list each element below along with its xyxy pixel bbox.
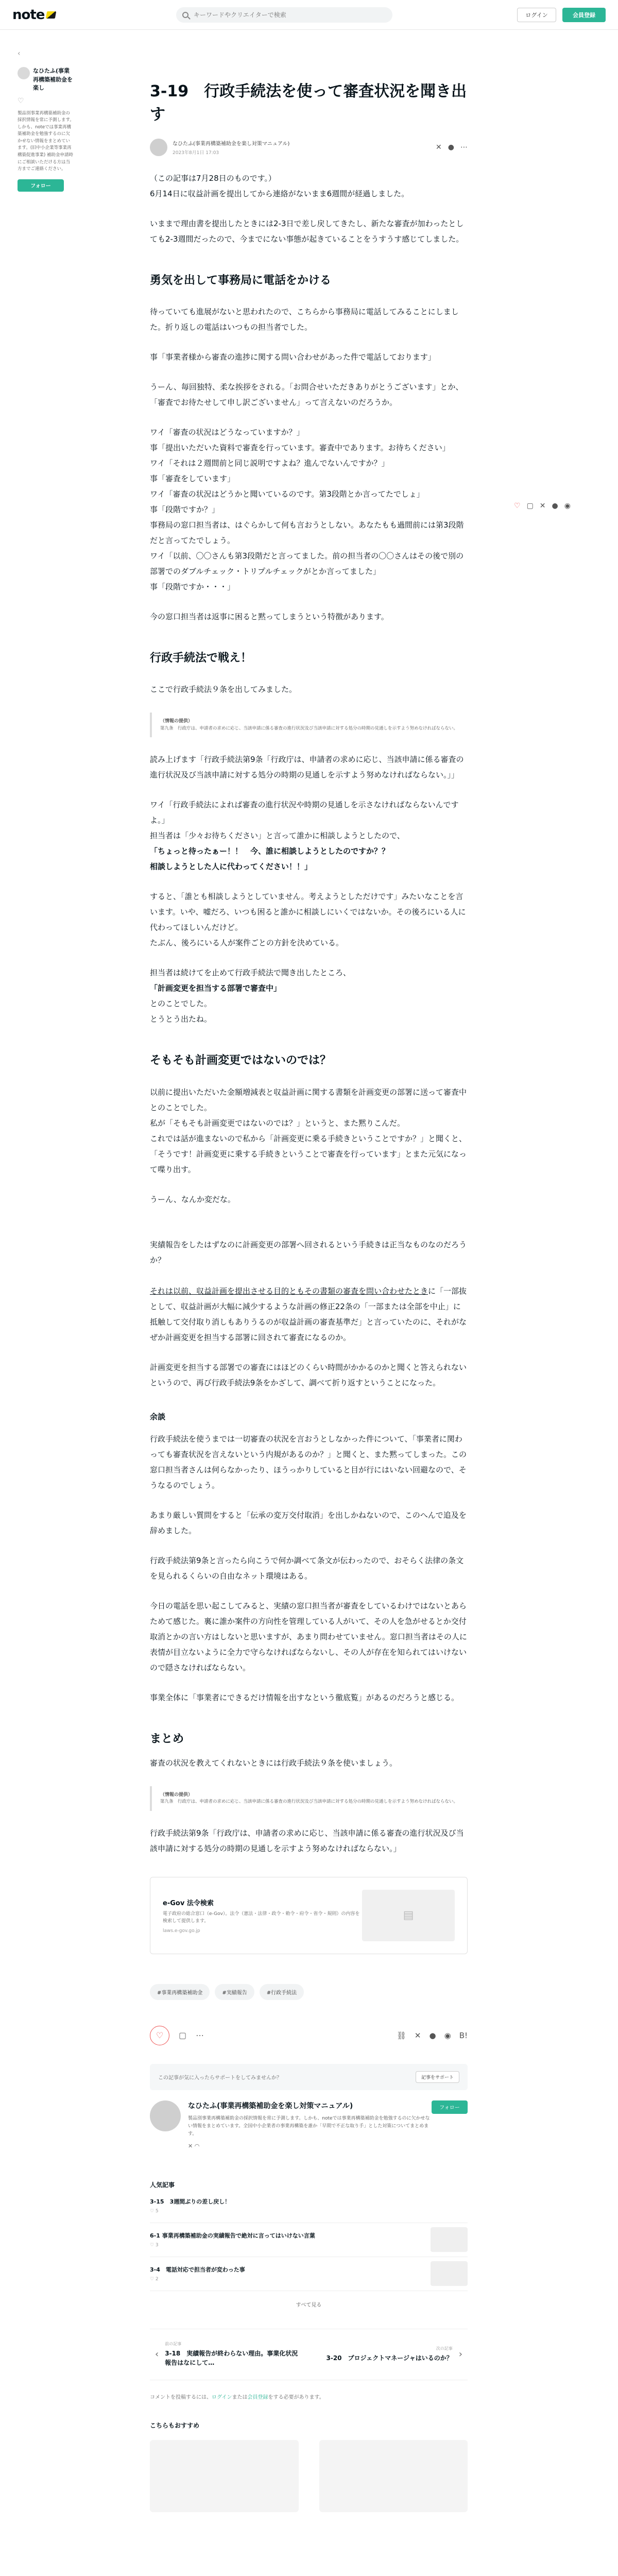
emphasis-paragraph: 「計画変更を担当する部署で審査中」 — [150, 984, 282, 993]
article-title: 3-19 行政手続法を使って審査状況を聞き出す — [150, 82, 467, 124]
avatar[interactable] — [150, 2100, 181, 2131]
tag-chip[interactable]: #事業再構築補助金 — [150, 1984, 210, 2000]
profile-name[interactable]: なひたふ(事業再構築補助金を楽し対策マニュアル) — [188, 2102, 353, 2110]
tag-chip[interactable]: #行政手続法 — [260, 1984, 304, 2000]
thumbnail — [431, 2227, 468, 2252]
more-options-icon[interactable]: ⋯ — [196, 2030, 204, 2041]
creator-profile — [150, 2100, 468, 2149]
signup-link[interactable]: 会員登録 — [247, 2394, 268, 2400]
comment-icon[interactable]: ▢ — [526, 502, 534, 510]
line-share-icon[interactable]: ◉ — [444, 2030, 451, 2040]
search-icon — [182, 12, 188, 18]
recommend-heading: こちらもおすすめ — [150, 2421, 200, 2429]
paragraph-text: に「一部抜として、収益計画が大幅に減少するような計画の修正22条の「一部または全部を中止」に抵触して交付取り消しもありうるのが収益計画の審査基準だ」と言っていたのに、それがなぜか計画変更を担当する部署に回されて審査になるのか。 — [150, 1286, 467, 1342]
follow-button[interactable]: フォロー — [432, 2100, 468, 2114]
note-logo-mark — [46, 11, 56, 19]
creator-description: 製品別事業再構築補助金の採択情報を常に予測します。しかも、noteでは事業再構築補助金を勉強するのに欠かせない情報をまとめています。(旧中小企業等事業再構築促進事業) 補助金申請時にご相談いただける方は当方までご連絡ください。 — [18, 110, 74, 172]
comment-note-text: をする必要があります。 — [268, 2394, 324, 2400]
comment-icon[interactable]: ▢ — [179, 2030, 187, 2041]
like-heart-icon[interactable]: ♡ — [514, 502, 521, 510]
thumbnail — [431, 2261, 468, 2286]
recommend-card[interactable] — [319, 2440, 468, 2512]
paragraph — [150, 1222, 468, 1345]
comment-note-text: コメントを投稿するには、 — [150, 2394, 212, 2400]
popular-title: 3-15 3週間ぶりの差し戻し！ — [150, 2198, 231, 2206]
comment-note — [150, 2393, 468, 2400]
chevron-left-icon: ‹ — [155, 2349, 159, 2360]
emphasis-paragraph: 「ちょっと待ったぁー！！ 今、誰に相談しようとしたのですか？？ 相談しようとした人に代わってください！！」 — [150, 846, 390, 872]
popular-heading: 人気記事 — [150, 2181, 175, 2189]
rss-icon[interactable]: ◠ — [194, 2142, 200, 2149]
paragraph: とのことでした。 とうとう出たね。 — [150, 999, 212, 1024]
search-box[interactable] — [176, 7, 392, 23]
support-text: この記事が気に入ったらサポートをしてみませんか？ — [158, 2075, 282, 2081]
back-chevron-icon[interactable]: ‹ — [18, 49, 21, 58]
link-embed-card[interactable] — [150, 1877, 468, 1954]
paragraph: 計画変更を担当する部署での審査にはほどのくらい時間がかかるのかと聞くと答えられないというので、再び行政手続法9条をかざして、調べて折り返すということになった。 — [150, 1362, 467, 1387]
paragraph: ここで行政手続法９条を出してみました。 — [150, 685, 297, 694]
comment-note-text: または — [232, 2394, 248, 2400]
heart-icon[interactable]: ♡ — [18, 96, 24, 105]
embed-thumbnail — [362, 1890, 455, 1941]
facebook-share-icon[interactable]: ● — [552, 502, 558, 510]
like-count: ♡ 3 — [150, 2243, 159, 2248]
quote-title: （情報の提供） — [160, 719, 193, 724]
quote-body: 第九条 行政庁は、申請者の求めに応じ、当該申請に係る審査の進行状況及び当該申請に対する処分の時期の見通しを示すよう努めなければならない。 — [160, 1799, 458, 1805]
social-icons — [188, 2143, 432, 2149]
paragraph: 待っていても進展がないと思われたので、こちらから事務局に電話してみることにしました。折り返しの電話はいつもの担当者でした。 — [150, 307, 459, 332]
link-copy-icon[interactable]: ⛓ — [396, 2030, 406, 2040]
support-button[interactable]: 記事をサポート — [416, 2071, 459, 2083]
x-share-icon[interactable]: ✕ — [539, 502, 546, 510]
global-header — [0, 0, 618, 30]
search-input[interactable] — [194, 11, 384, 19]
section-heading: 行政手続法で戦え！ — [150, 652, 252, 665]
paragraph: 読み上げます「行政手続法第9条「行政庁は、申請者の求めに応じ、当該申請に係る審査の進行状況及び当該申請に対する処分の時期の見通しを示すよう努めなければならない。」」 — [150, 755, 464, 780]
support-box — [150, 2064, 468, 2090]
recommend-grid — [150, 2440, 468, 2512]
creator-name[interactable]: なひたふ(事業再構築補助金を楽し — [33, 67, 73, 91]
publish-date: 2023年8月1日 17:03 — [173, 150, 219, 156]
like-count: ♡ 5 — [150, 2209, 159, 2214]
section-heading: まとめ — [150, 1732, 184, 1745]
login-link[interactable]: ログイン — [212, 2394, 232, 2400]
paragraph: うーん、毎回独特、柔な挨拶をされる。「お問合せいただきありがとうございます」とか、「審査でお待たせして申し訳ございません」って言えないのだろうか。 — [150, 382, 464, 408]
embed-url: laws.e-gov.go.jp — [163, 1928, 200, 1934]
quote-body: 第九条 行政庁は、申請者の求めに応じ、当該申請に係る審査の進行状況及び当該申請に対する処分の時期の見通しを示すよう努めなければならない。 — [160, 725, 458, 731]
hatena-share-icon[interactable]: B! — [459, 2030, 468, 2040]
paragraph: 担当者は続けてを止めて行政手続法で聞き出したところ、 — [150, 968, 351, 978]
heart-icon: ♡ — [156, 2030, 164, 2041]
paragraph: 今日の電話を思い起こしてみると、実績の窓口担当者が審査をしているわけではないとあらためて感じた。裏に誰か案件の方向性を管理している人がいて、その人を急がせるとか交付取消とかの言い方はしないと思いますが、あまり問わせていません。窓口担当者はその人に表情が目立ないように全力で守らなければならないし、その人が存在を知られてはいけないので隠さなければならない。 — [150, 1601, 467, 1672]
avatar[interactable] — [18, 67, 30, 79]
x-share-icon[interactable]: ✕ — [436, 143, 442, 151]
section-heading: 勇気を出して事務局に電話をかける — [150, 274, 332, 287]
prev-label: 前の記事 — [165, 2342, 182, 2347]
paragraph: 事「事業者様から審査の進捗に関する問い合わせがあった件で電話しております」 — [150, 352, 436, 362]
list-item[interactable] — [150, 2223, 468, 2257]
paragraph: いままで理由書を提出したときには2-3日で差し戻してきたし、新たな審査が加わったとしても2-3週間だったので、今までにない事態が起きていることをうすうす感じてしました。 — [150, 219, 464, 244]
author-avatar[interactable] — [150, 139, 167, 156]
paragraph-text: 実績報告をしたはずなのに計画変更の部署へ回されるという手続きは正当なものなのだろうか？ — [150, 1240, 467, 1265]
x-share-icon[interactable]: ✕ — [414, 2030, 421, 2040]
list-item[interactable] — [150, 2189, 468, 2223]
login-button[interactable]: ログイン — [517, 8, 556, 22]
floating-share-rail — [514, 502, 571, 510]
prev-article-link[interactable] — [150, 2341, 309, 2367]
paragraph: 行政手続法第9条と言ったら向こうで何か調べて条文が伝わったので、おそらく法律の条文を見られるくらいの自由なネット環境はある。 — [150, 1555, 464, 1581]
thumbnail — [431, 2193, 468, 2218]
paragraph: （この記事は7月28日のものです。） 6月14日に収益計画を提出してから連絡がないまま6週間が経過しました。 — [150, 174, 409, 198]
tag-list — [150, 1984, 468, 2000]
recommend-card[interactable] — [150, 2440, 299, 2512]
paragraph: 以前に提出いただいた金額増減表と収益計画に関する書類を計画変更の部署に送って審査中とのことでした。 私が「そもそも計画変更ではないのでは？」というと、また黙りこんだ。 これでは話が進まないので私から「計画変更に乗る手続きということですか？」と聞くと、「そうです！計画変更に乗する手続きということで審査を行っています」とまた元気になって喋り出す。 — [150, 1087, 467, 1174]
image-placeholder-icon: ▤ — [403, 1909, 414, 1922]
x-icon[interactable]: ✕ — [188, 2142, 193, 2149]
facebook-share-icon[interactable]: ● — [429, 2030, 436, 2040]
facebook-share-icon[interactable]: ● — [448, 143, 454, 151]
paragraph: 事業全体に「事業者にできるだけ情報を出すなという徹底覧」があるのだろうと感じる。 — [150, 1692, 459, 1702]
quote-title: （情報の提供） — [160, 1792, 193, 1798]
article-actions — [150, 2026, 468, 2045]
popular-title: 6-1 事業再構築補助金の実績報告で絶対に言ってはいけない言葉 — [150, 2232, 315, 2240]
inline-link[interactable]: それは以前、収益計画を提出させる目的ともその書類の審査を問い合わせたとき — [150, 1286, 428, 1296]
like-count: ♡ 2 — [150, 2277, 159, 2282]
see-all-link[interactable]: すべて見る — [296, 2302, 322, 2308]
next-label: 次の記事 — [436, 2346, 453, 2351]
paragraph: うーん、なんか変だな。 — [150, 1194, 235, 1204]
signup-button[interactable]: 会員登録 — [562, 8, 606, 22]
line-share-icon[interactable]: ◉ — [564, 502, 571, 510]
blockquote — [150, 713, 468, 737]
dialogue-paragraph: ワイ「審査の状況はどうなっていますか？」 事「提出いただいた資料で審査を行っています。審査中であります。お待ちください」 ワイ「それは２週間前と同じ説明ですよね？進んでないんですか？」 事「審査をしています」 ワイ「審査の状況はどうかと聞いているのです。第3段階とか言ってたでしょ」 事「段階ですか？」 事務局の窓口担当者は、はぐらかして何も言おうとしない。あなたもも過間前には第3段階だと言ってたでしょう。 ワイ「以前、〇〇さんも第3段階だと言ってました。前の担当者の〇〇さんはその後で別の部署でのダブルチェック・トリプルチェックがとか言ってました」 事「段階ですか・・・」 — [150, 428, 464, 592]
chevron-right-icon: › — [458, 2349, 462, 2360]
popular-title: 3-4 電話対応で担当者が変わった事 — [150, 2266, 245, 2274]
blockquote — [150, 1786, 468, 1811]
paragraph: 行政手続法を使うまでは一切審査の状況を言おうとしなかった件について、「事業者に関わっても審査状況を言えないという内規があるのか？」と聞くと、また黙ってしまった。この窓口担当者さんは何らなかったり、ほうっかりしていると目が行にはいない回避なので、そうなるのでしょう。 — [150, 1434, 467, 1490]
profile-description: 製品別事業再構築補助金の採択情報を常に予測します。しかも、noteでは事業再構築補助金を勉強するのに欠かせない情報をまとめています。全国中小企業者の事業再構築を誰か「早期で不正な取り手」とした対策についてまとめます。 — [188, 2115, 430, 2137]
next-title: 3-20 プロジェクトマネージャはいるのか？ — [326, 2354, 453, 2362]
list-item[interactable] — [150, 2257, 468, 2291]
section-heading: そもそも計画変更ではないのでは？ — [150, 1054, 332, 1067]
prev-next-nav — [150, 2329, 468, 2380]
paragraph: すると、「誰とも相談しようとしていません。考えようとしただけです」みたいなことを言います。いや、嘘だろ、いつも困ると誰かに相談しにいくではないか。その後ろにいる人に代わってほしいんだけど。 たぶん、後ろにいる人が案件ごとの方針を決めている。 — [150, 892, 466, 948]
tag-chip[interactable]: #実績報告 — [215, 1984, 254, 2000]
paragraph: 行政手続法第9条「行政庁は、申請者の求めに応じ、当該申請に係る審査の進行状況及び当該申請に対する処分の時期の見通しを示すよう努めなければならない。」 — [150, 1828, 464, 1853]
note-logo[interactable]: note — [12, 7, 56, 23]
follow-button[interactable]: フォロー — [18, 179, 64, 192]
more-options-icon[interactable]: ⋯ — [460, 143, 468, 151]
paragraph: ワイ「行政手続法によれば審査の進行状況や時期の見通しを示さなければならないんですよ。」 担当者は「少々お待ちください」と言って誰かに相談しようとしたので、 — [150, 800, 459, 841]
article-body — [150, 80, 468, 2512]
embed-title: e-Gov 法令検索 — [163, 1899, 214, 1907]
next-article-link[interactable] — [309, 2346, 468, 2363]
author-name[interactable]: なひたふ(事業再構築補助金を楽し対策マニュアル) — [173, 141, 290, 147]
embed-description: 電子政府の総合窓口（e-Gov）。法令（憲法・法律・政令・勅令・府令・省令・規則）の内容を検索して提供します。 — [163, 1911, 360, 1924]
paragraph: 今の窓口担当者は返事に困ると黙ってしまうという特徴があります。 — [150, 612, 389, 622]
creator-sidebar — [18, 49, 74, 192]
paragraph: 審査の状況を教えてくれないときには行政手続法９条を使いましょう。 — [150, 1758, 398, 1768]
prev-title: 3-18 実績報告が終わらない理由。事業化状況報告はなにして… — [165, 2350, 298, 2367]
author-row — [150, 139, 468, 156]
paragraph: あまり厳しい質問をすると「伝承の変万交付取消」を出しかねないので、このへんで追及を辞めました。 — [150, 1510, 467, 1535]
like-button[interactable] — [150, 2026, 169, 2045]
sub-heading: 余談 — [150, 1412, 166, 1421]
